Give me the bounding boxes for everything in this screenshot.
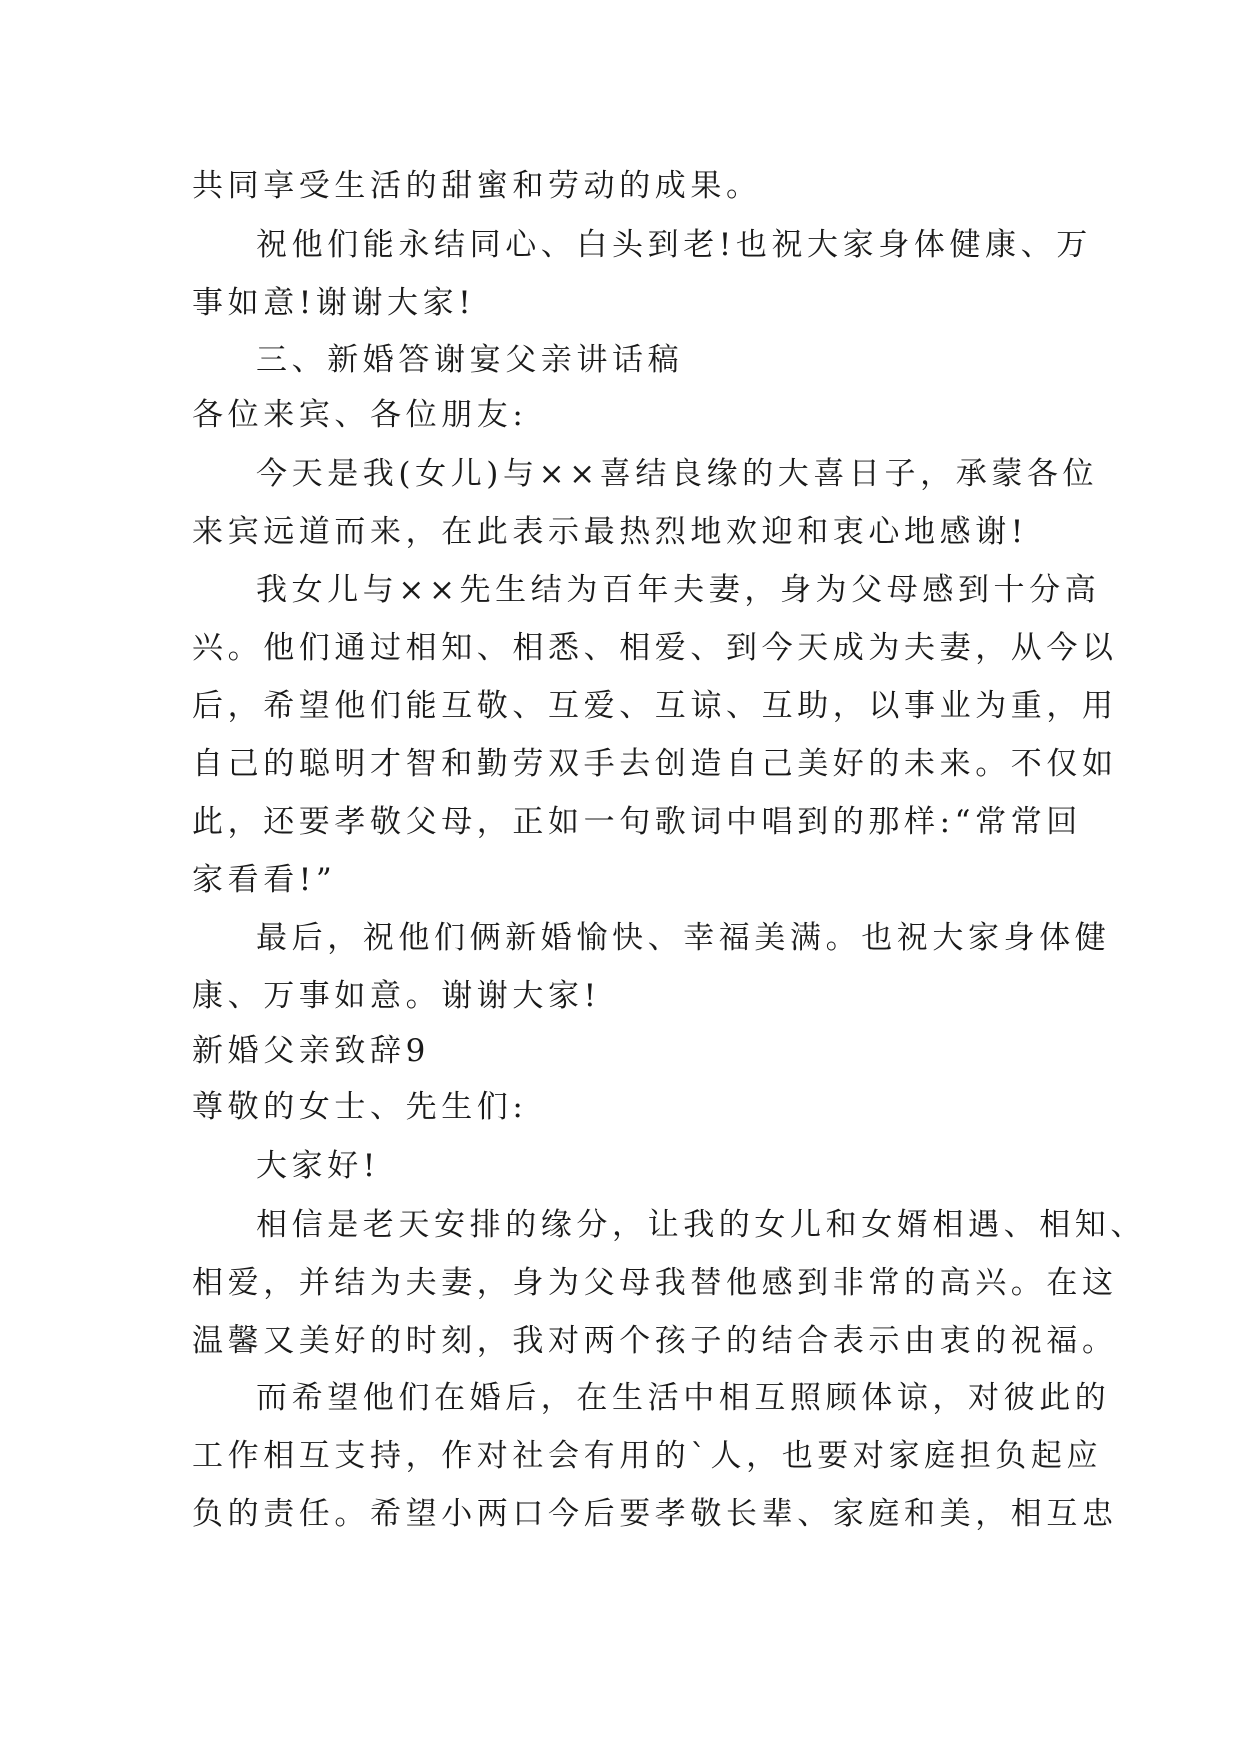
greeting: 大家好!: [256, 1148, 380, 1184]
text-line: 最后，祝他们俩新婚愉快、幸福美满。也祝大家身体健: [256, 920, 1111, 956]
text-line: 此，还要孝敬父母，正如一句歌词中唱到的那样:“常常回: [192, 804, 1082, 840]
text-line: 工作相互支持，作对社会有用的`人，也要对家庭担负起应: [192, 1438, 1103, 1474]
text-line: 事如意!谢谢大家!: [192, 285, 476, 321]
section-heading: 新婚父亲致辞9: [192, 1033, 430, 1069]
section-heading: 三、新婚答谢宴父亲讲话稿: [256, 342, 684, 378]
text-line: 祝他们能永结同心、白头到老!也祝大家身体健康、万: [256, 227, 1092, 263]
text-line: 相爱，并结为夫妻，身为父母我替他感到非常的高兴。在这: [192, 1265, 1118, 1301]
salutation: 各位来宾、各位朋友:: [192, 397, 528, 433]
text-line: 家看看!”: [192, 862, 337, 898]
text-line: 负的责任。希望小两口今后要孝敬长辈、家庭和美，相互忠: [192, 1496, 1118, 1532]
text-line: 温馨又美好的时刻，我对两个孩子的结合表示由衷的祝福。: [192, 1323, 1118, 1359]
text-line: 我女儿与××先生结为百年夫妻，身为父母感到十分高: [256, 572, 1101, 608]
text-line: 相信是老天安排的缘分，让我的女儿和女婿相遇、相知、: [256, 1207, 1146, 1243]
text-line: 自己的聪明才智和勤劳双手去创造自己美好的未来。不仅如: [192, 746, 1118, 782]
text-line: 兴。他们通过相知、相悉、相爱、到今天成为夫妻，从今以: [192, 630, 1118, 666]
text-line: 而希望他们在婚后，在生活中相互照顾体谅，对彼此的: [256, 1380, 1111, 1416]
text-line: 来宾远道而来，在此表示最热烈地欢迎和衷心地感谢!: [192, 514, 1028, 550]
text-line: 后，希望他们能互敬、互爱、互谅、互助，以事业为重，用: [192, 688, 1118, 724]
text-line: 共同享受生活的甜蜜和劳动的成果。: [192, 168, 762, 204]
text-line: 康、万事如意。谢谢大家!: [192, 978, 601, 1014]
salutation: 尊敬的女士、先生们:: [192, 1089, 528, 1125]
text-line: 今天是我(女儿)与××喜结良缘的大喜日子，承蒙各位: [256, 456, 1099, 492]
